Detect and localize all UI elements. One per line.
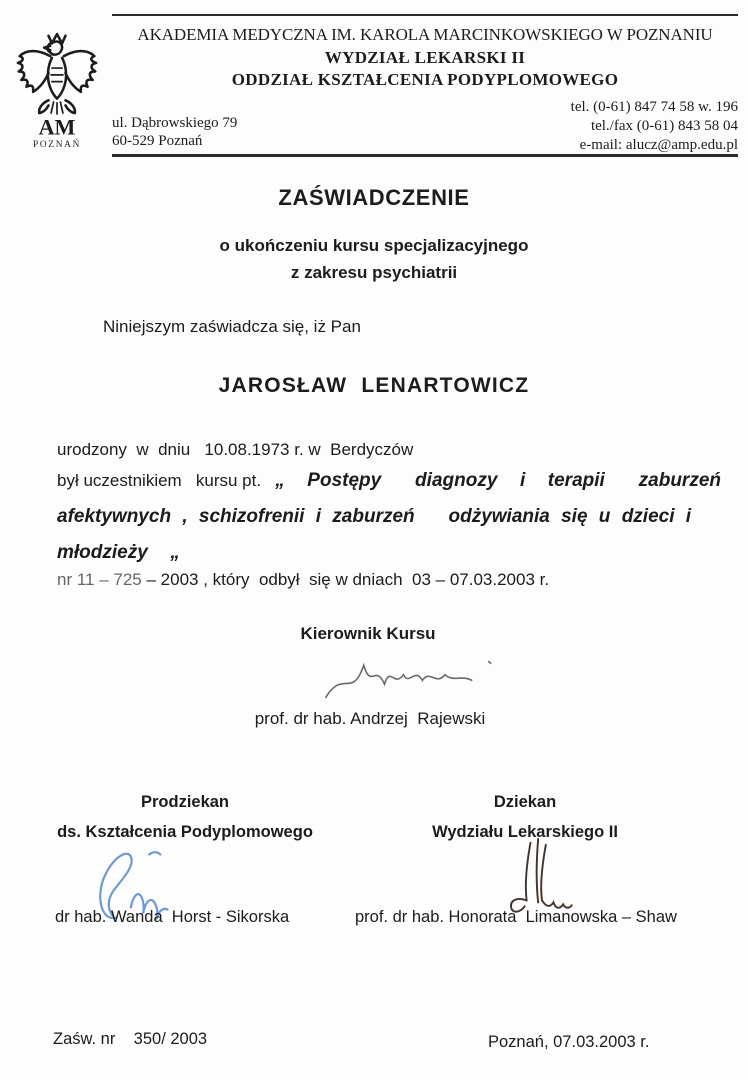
eagle-body: [48, 58, 66, 99]
faculty-name: WYDZIAŁ LEKARSKI II: [324, 48, 526, 67]
dean-name: prof. dr hab. Honorata Limanowska – Shaw: [355, 908, 677, 926]
course-head-title: Kierownik Kursu: [300, 624, 436, 643]
course-head-signature: [322, 650, 502, 706]
header-top-rule: [112, 14, 738, 16]
course-line-1: [57, 470, 721, 492]
course-number-faded: nr 11 – 725: [57, 570, 142, 589]
course-title-part-3: młodzieży „: [57, 542, 180, 563]
course-head-signature-strokes: [326, 661, 491, 697]
vice-dean-title-1: Prodziekan: [140, 793, 230, 811]
vice-dean-title-2: ds. Kształcenia Podyplomowego: [57, 823, 313, 841]
dean-signature-strokes: [511, 839, 572, 912]
course-head-name: prof. dr hab. Andrzej Rajewski: [254, 709, 486, 728]
address-street: ul. Dąbrowskiego 79: [112, 115, 238, 131]
address-city: 60-529 Poznań: [112, 133, 203, 149]
fax-line: tel./fax (0-61) 843 58 04: [590, 118, 738, 134]
eagle-logo: [6, 24, 108, 158]
eagle-body-hatching: [51, 68, 63, 82]
course-title-part-1: „ Postępy diagnozy i terapii zaburzeń: [275, 470, 721, 491]
certificate-number: Zaśw. nr 350/ 2003: [53, 1030, 208, 1048]
course-number-line: [57, 570, 549, 590]
eagle-right-claw: [66, 100, 75, 113]
course-number-rest: – 2003 , który odbył się w dniach 03 – 07.03.2003 r.: [141, 570, 550, 589]
eagle-beak: [44, 46, 50, 50]
place-and-date: Poznań, 07.03.2003 r.: [488, 1033, 650, 1051]
document-subtitle-2: z zakresu psychiatrii: [290, 263, 458, 282]
document-subtitle-1: o ukończeniu kursu specjalizacyjnego: [219, 236, 529, 255]
eagle-tail: [51, 102, 63, 114]
department-name: ODDZIAŁ KSZTAŁCENIA PODYPLOMOWEGO: [231, 70, 619, 89]
email-line: e-mail: alucz@amp.edu.pl: [579, 137, 738, 153]
eagle-right-wing: [64, 51, 96, 92]
eagle-outline: [18, 34, 96, 114]
dean-title-2: Wydziału Lekarskiego II: [432, 823, 618, 841]
vice-dean-name: dr hab. Wanda Horst - Sikorska: [55, 908, 290, 926]
address-block: [112, 114, 237, 150]
eagle-left-wing: [18, 51, 50, 92]
dean-title-1: Dziekan: [493, 793, 557, 811]
logo-monogram: AM: [38, 114, 76, 140]
eagle-left-claw: [39, 100, 48, 113]
institution-name: AKADEMIA MEDYCZNA IM. KAROLA MARCINKOWSKIEGO W POZNANIU: [137, 25, 713, 44]
phone-line: tel. (0-61) 847 74 58 w. 196: [570, 99, 738, 115]
logo-city: POZNAŃ: [32, 140, 82, 151]
contact-block: [380, 98, 738, 155]
birth-line: urodzony w dniu 10.08.1973 r. w Berdyczów: [57, 440, 414, 459]
course-prefix: był uczestnikiem kursu pt.: [57, 471, 276, 490]
dean-signature: [494, 834, 590, 918]
course-title-part-2: afektywnych , schizofrenii i zaburzeń odżywiania się u dzieci i: [57, 506, 692, 527]
document-title: ZAŚWIADCZENIE: [278, 185, 470, 210]
recipient-name: JAROSŁAW LENARTOWICZ: [218, 374, 530, 397]
eagle-head: [48, 42, 62, 55]
intro-line: Niniejszym zaświadcza się, iż Pan: [103, 317, 361, 336]
